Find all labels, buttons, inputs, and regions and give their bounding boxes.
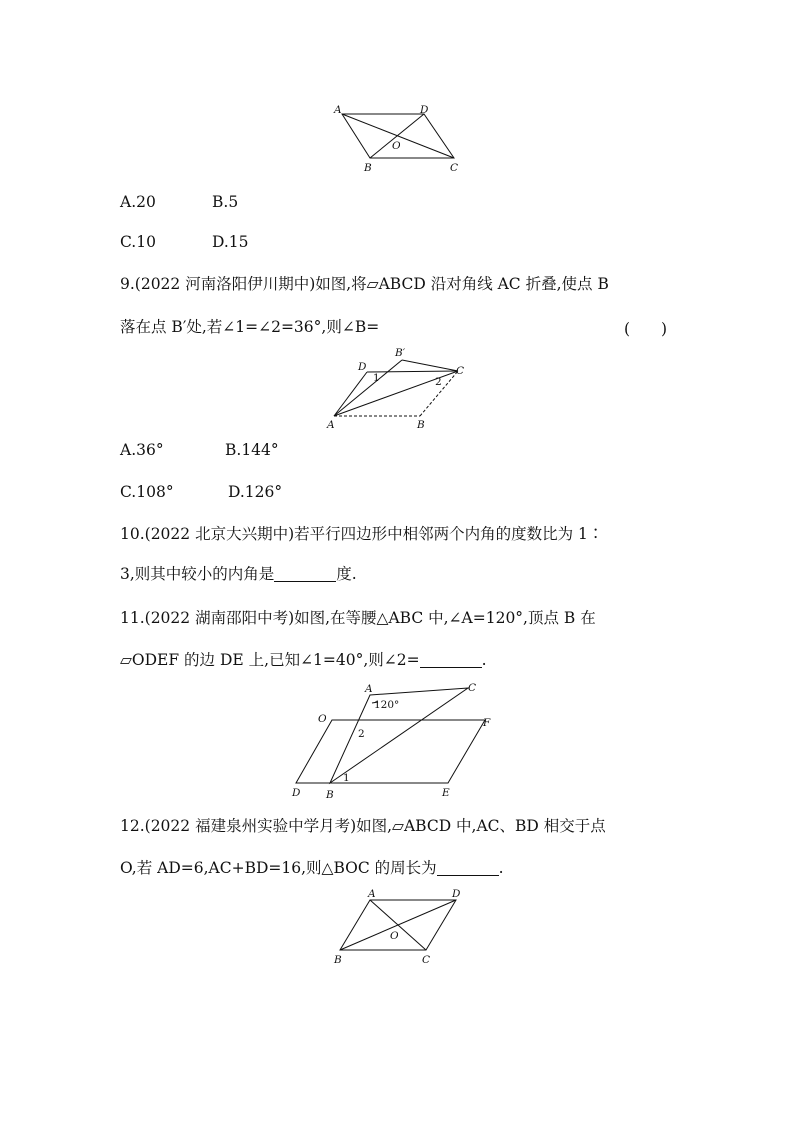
q12-stem-line-2 [120, 858, 504, 878]
q9-options-row-1 [120, 440, 279, 460]
q9-options-row-2 [120, 482, 283, 502]
q8-option-c: C.10 [120, 233, 156, 251]
label-c: C [422, 954, 431, 966]
q9-stem-line-1: 9.(2022 河南洛阳伊川期中)如图,将▱ABCD 沿对角线 AC 折叠,使点 B [120, 275, 609, 293]
q11-stem-line-1: 11.(2022 湖南邵阳中考)如图,在等腰△ABC 中,∠A=120°,顶点 B 在 [120, 609, 596, 627]
label-d: D [452, 888, 461, 900]
q8-option-a: A.20 [120, 193, 156, 211]
label-angle-2: 2 [435, 376, 442, 388]
q9-option-a: A.36° [120, 441, 164, 459]
label-c: C [450, 162, 459, 174]
label-a: A [368, 888, 376, 900]
q10-text-before-blank: 3,则其中较小的内角是 [120, 565, 275, 583]
label-d: D [292, 787, 301, 799]
segment-ab-prime [334, 360, 402, 416]
figure-q8-parallelogram [330, 100, 470, 178]
label-f: F [483, 717, 491, 729]
label-d: D [420, 104, 429, 116]
q8-options-row-2 [120, 232, 249, 252]
q9-option-c: C.108° [120, 483, 174, 501]
label-c: C [468, 682, 477, 694]
label-d: D [358, 361, 367, 373]
q12-text-before-blank: O,若 AD=6,AC+BD=16,则△BOC 的周长为 [120, 859, 437, 877]
q10-stem-line-1: 10.(2022 北京大兴期中)若平行四边形中相邻两个内角的度数比为 1∶ [120, 525, 604, 543]
label-b: B [334, 954, 342, 966]
label-angle-2: 2 [358, 728, 365, 740]
label-o: O [318, 713, 327, 725]
label-b: B [364, 162, 372, 174]
label-o: O [392, 140, 401, 152]
q11-answer-blank [420, 651, 482, 668]
q12-text-after-blank: . [498, 859, 504, 877]
label-angle-120: 120° [374, 699, 400, 711]
q12-answer-blank [437, 859, 499, 876]
q10-text-after-blank: 度. [336, 565, 357, 583]
label-b: B [417, 419, 425, 431]
segment-dc [367, 371, 458, 372]
label-angle-1: 1 [343, 772, 350, 784]
q11-text-after-blank: . [481, 651, 487, 669]
label-a: A [327, 419, 335, 431]
figure-q11-triangle-parallelogram [290, 678, 510, 804]
segment-b-prime-c [402, 360, 458, 371]
label-angle-1: 1 [373, 372, 380, 384]
figure-q12-parallelogram [328, 886, 468, 968]
diagonal-bd [340, 900, 456, 950]
parallelogram-odef [296, 720, 485, 783]
q8-option-d: D.15 [212, 233, 249, 251]
label-b: B [326, 789, 334, 801]
q11-text-before-blank: ▱ODEF 的边 DE 上,已知∠1=40°,则∠2= [120, 651, 420, 669]
q9-stem-line-2: 落在点 B′处,若∠1=∠2=36°,则∠B= [120, 318, 380, 336]
q8-option-b: B.5 [212, 193, 239, 211]
q10-answer-blank [274, 565, 336, 582]
label-b-prime: B′ [395, 347, 406, 359]
q8-options-row-1 [120, 192, 239, 212]
label-a: A [365, 683, 373, 695]
q9-answer-paren: ( ) [624, 320, 668, 338]
label-o: O [390, 930, 399, 942]
label-c: C [456, 365, 465, 377]
label-e: E [442, 787, 450, 799]
segment-ad [334, 372, 367, 416]
figure-q9-folded-parallelogram [322, 344, 472, 432]
q12-stem-line-1: 12.(2022 福建泉州实验中学月考)如图,▱ABCD 中,AC、BD 相交于点 [120, 817, 606, 835]
q11-stem-line-2 [120, 650, 487, 670]
q9-option-b: B.144° [225, 441, 279, 459]
q10-stem-line-2 [120, 564, 357, 584]
q9-option-d: D.126° [228, 483, 283, 501]
label-a: A [334, 104, 342, 116]
